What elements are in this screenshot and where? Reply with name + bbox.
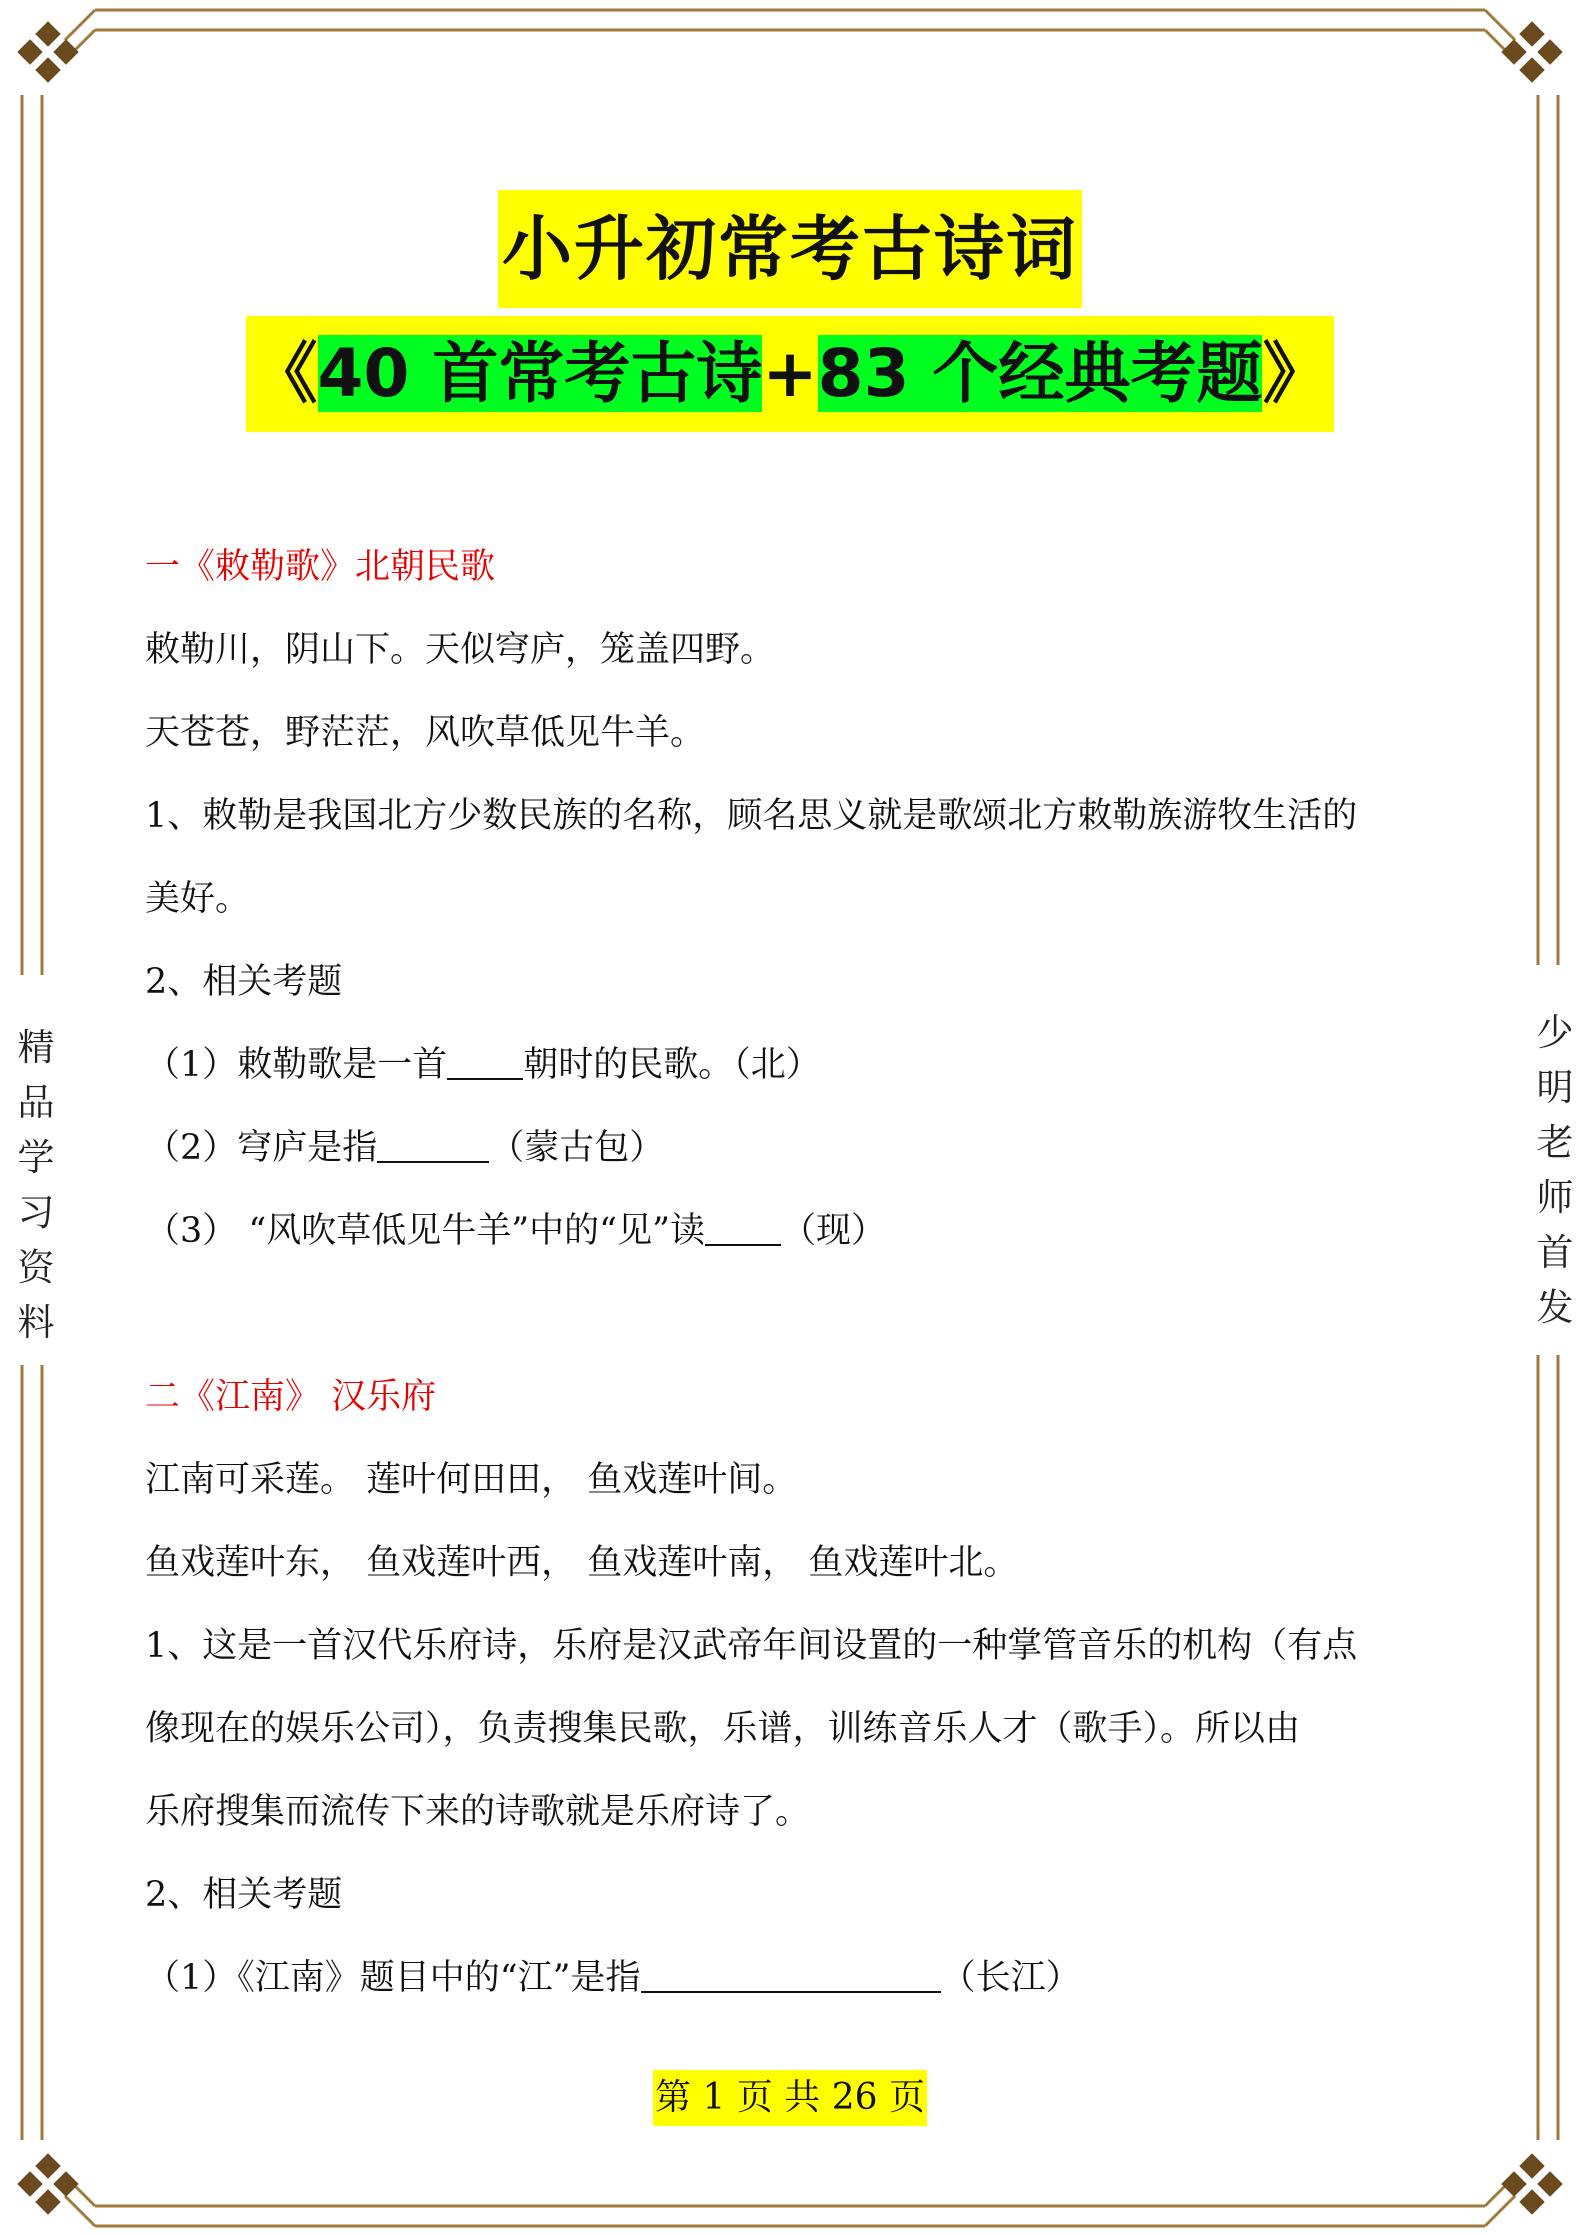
answer-blank: [447, 1048, 523, 1080]
side-char: 明: [1536, 1066, 1574, 1109]
paragraph-line: 像现在的娱乐公司），负责搜集民歌，乐谱，训练音乐人才（歌手）。所以由: [145, 1709, 1301, 1749]
subtitle: [0, 316, 1580, 432]
side-char: 少: [1536, 1011, 1574, 1054]
side-char: 资: [17, 1246, 55, 1289]
poem-line: 鱼戏莲叶东， 鱼戏莲叶西， 鱼戏莲叶南， 鱼戏莲叶北。: [145, 1543, 1019, 1583]
side-char: 首: [1536, 1231, 1574, 1274]
title-bracket-close: 》: [1262, 335, 1329, 412]
question-item: （3） “风吹草低见牛羊”中的“见”读 （现）: [145, 1211, 886, 1251]
title-line-2: [246, 316, 1335, 432]
document-body: [145, 526, 1445, 2020]
subheading: 2、相关考题: [145, 1875, 343, 1915]
side-label-left: [14, 1020, 58, 1350]
section-heading: 一《敕勒歌》北朝民歌: [145, 547, 496, 587]
side-char: 学: [17, 1136, 55, 1179]
paragraph-line: 1、敕勒是我国北方少数民族的名称，顾名思义就是歌颂北方敕勒族游牧生活的: [145, 796, 1358, 836]
section-heading: 二《江南》 汉乐府: [145, 1377, 437, 1417]
poem-line: 敕勒川，阴山下。天似穹庐，笼盖四野。: [145, 630, 776, 670]
side-label-right: [1533, 1005, 1577, 1335]
side-char: 师: [1536, 1176, 1574, 1219]
paragraph-line: 乐府搜集而流传下来的诗歌就是乐府诗了。: [145, 1792, 811, 1832]
side-char: 精: [17, 1026, 55, 1069]
question-item: （2）穹庐是指 （蒙古包）: [145, 1128, 665, 1168]
title-bracket-open: 《: [251, 335, 318, 412]
poem-line: 天苍苍，野茫茫，风吹草低见牛羊。: [145, 713, 706, 753]
page-title: [0, 190, 1580, 308]
side-char: 老: [1536, 1121, 1574, 1164]
question-item: （1）《江南》题目中的“江”是指 （长江）: [145, 1958, 1081, 1998]
poem-line: 江南可采莲。 莲叶何田田， 鱼戏莲叶间。: [145, 1460, 798, 1500]
answer-blank: [377, 1131, 489, 1163]
title-plus: +: [762, 335, 818, 412]
paragraph-line: 1、这是一首汉代乐府诗，乐府是汉武帝年间设置的一种掌管音乐的机构（有点: [145, 1626, 1358, 1666]
title-line-1: 小升初常考古诗词: [498, 190, 1082, 308]
page-number: 第 1 页 共 26 页: [653, 2070, 927, 2126]
subheading: 2、相关考题: [145, 962, 343, 1002]
answer-blank: [705, 1214, 781, 1246]
side-char: 料: [17, 1301, 55, 1344]
title-part-b: 83 个经典考题: [817, 335, 1263, 412]
answer-blank: [641, 1961, 941, 1993]
paragraph-line: 美好。: [145, 879, 251, 919]
side-char: 习: [17, 1191, 55, 1234]
title-part-a: 40 首常考古诗: [317, 335, 763, 412]
question-item: （1）敕勒歌是一首 朝时的民歌。（北）: [145, 1045, 821, 1085]
page-footer: [0, 2070, 1580, 2126]
side-char: 发: [1536, 1286, 1574, 1329]
side-char: 品: [17, 1081, 55, 1124]
